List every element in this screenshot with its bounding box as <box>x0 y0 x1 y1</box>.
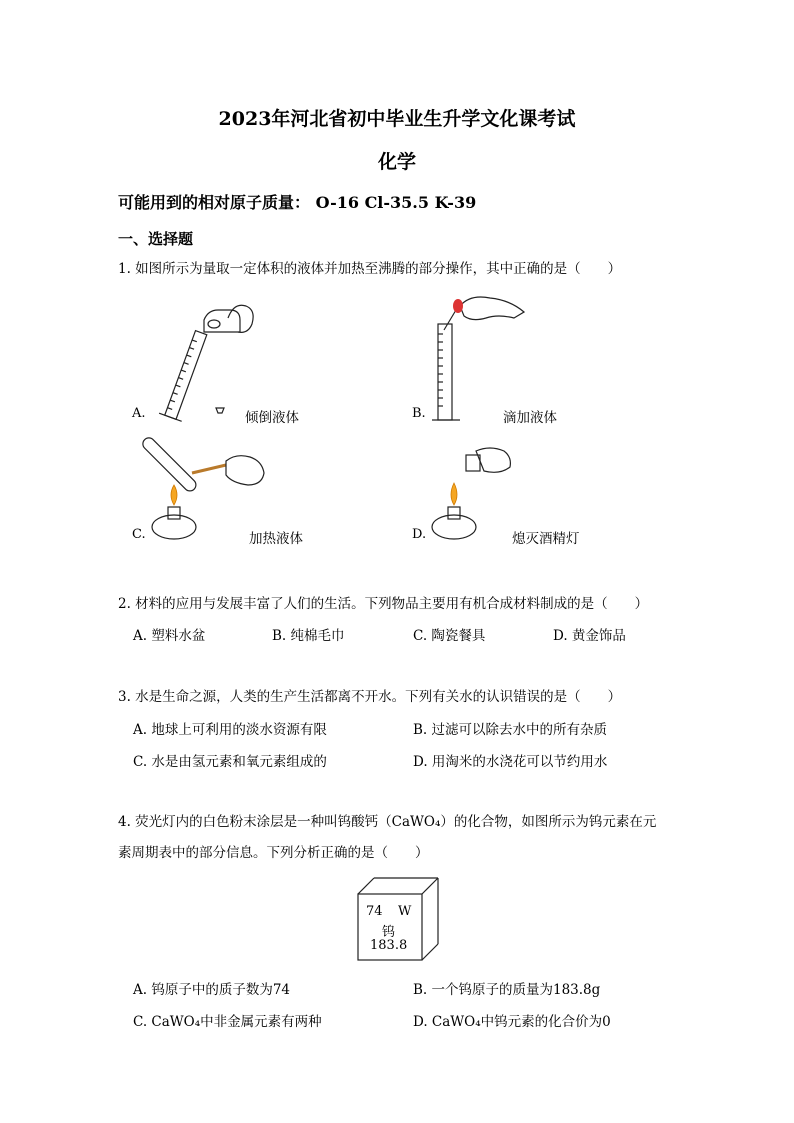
option-d-caption: 熄灭酒精灯 <box>512 531 580 547</box>
option-d-letter: D. <box>412 527 427 542</box>
option-c-caption: 加热液体 <box>249 531 303 547</box>
option-c-figure <box>130 435 370 550</box>
question-4-stem-line2: 素周期表中的部分信息。下列分析正确的是（ ） <box>118 845 429 861</box>
periodic-element-cell <box>356 876 442 962</box>
option-b-caption: 滴加液体 <box>503 410 557 426</box>
option-c-letter: C. <box>132 527 146 542</box>
q3-option-b: B. 过滤可以除去水中的所有杂质 <box>413 722 608 738</box>
option-a-caption: 倾倒液体 <box>245 410 299 426</box>
q2-option-d: D. 黄金饰品 <box>553 628 626 644</box>
exam-title: 2023年河北省初中毕业生升学文化课考试 <box>218 108 576 130</box>
element-name: 钨 <box>382 925 396 940</box>
q2-option-a: A. 塑料水盆 <box>133 628 206 644</box>
q2-option-b: B. 纯棉毛巾 <box>272 628 345 644</box>
q2-option-c: C. 陶瓷餐具 <box>413 628 486 644</box>
element-atomic-mass: 183.8 <box>370 938 408 953</box>
q4-option-a: A. 钨原子中的质子数为74 <box>133 982 291 998</box>
q3-option-d: D. 用淘米的水浇花可以节约用水 <box>413 754 608 770</box>
q4-option-d: D. CaWO₄中钨元素的化合价为0 <box>413 1014 611 1030</box>
q4-option-b: B. 一个钨原子的质量为183.8g <box>413 982 601 998</box>
question-4-stem-line1: 4. 荧光灯内的白色粉末涂层是一种叫钨酸钙（CaWO₄）的化合物，如图所示为钨元素在元 <box>118 814 657 830</box>
section-heading: 一、选择题 <box>118 230 194 248</box>
element-symbol: W <box>398 904 412 919</box>
q3-option-a: A. 地球上可利用的淡水资源有限 <box>133 722 327 738</box>
question-2-stem: 2. 材料的应用与发展丰富了人们的生活。下列物品主要用有机合成材料制成的是（ ） <box>118 596 649 612</box>
element-atomic-number: 74 <box>366 904 383 919</box>
atomic-mass-note: 可能用到的相对原子质量： O-16 Cl-35.5 K-39 <box>118 193 477 212</box>
question-1-stem: 1. 如图所示为量取一定体积的液体并加热至沸腾的部分操作，其中正确的是（ ） <box>118 261 622 277</box>
option-d-figure <box>410 445 650 550</box>
q4-option-c: C. CaWO₄中非金属元素有两种 <box>133 1014 322 1030</box>
option-b-figure <box>410 290 650 430</box>
option-a-figure <box>130 300 370 430</box>
option-a-letter: A. <box>132 406 146 421</box>
dropper-bulb-icon <box>453 299 463 313</box>
question-3-stem: 3. 水是生命之源，人类的生产生活都离不开水。下列有关水的认识错误的是（ ） <box>118 689 622 705</box>
subject-title: 化学 <box>377 151 416 173</box>
q3-option-c: C. 水是由氢元素和氧元素组成的 <box>133 754 327 770</box>
option-b-letter: B. <box>412 406 426 421</box>
flame-icon-d <box>451 483 457 505</box>
flame-icon <box>171 485 177 505</box>
